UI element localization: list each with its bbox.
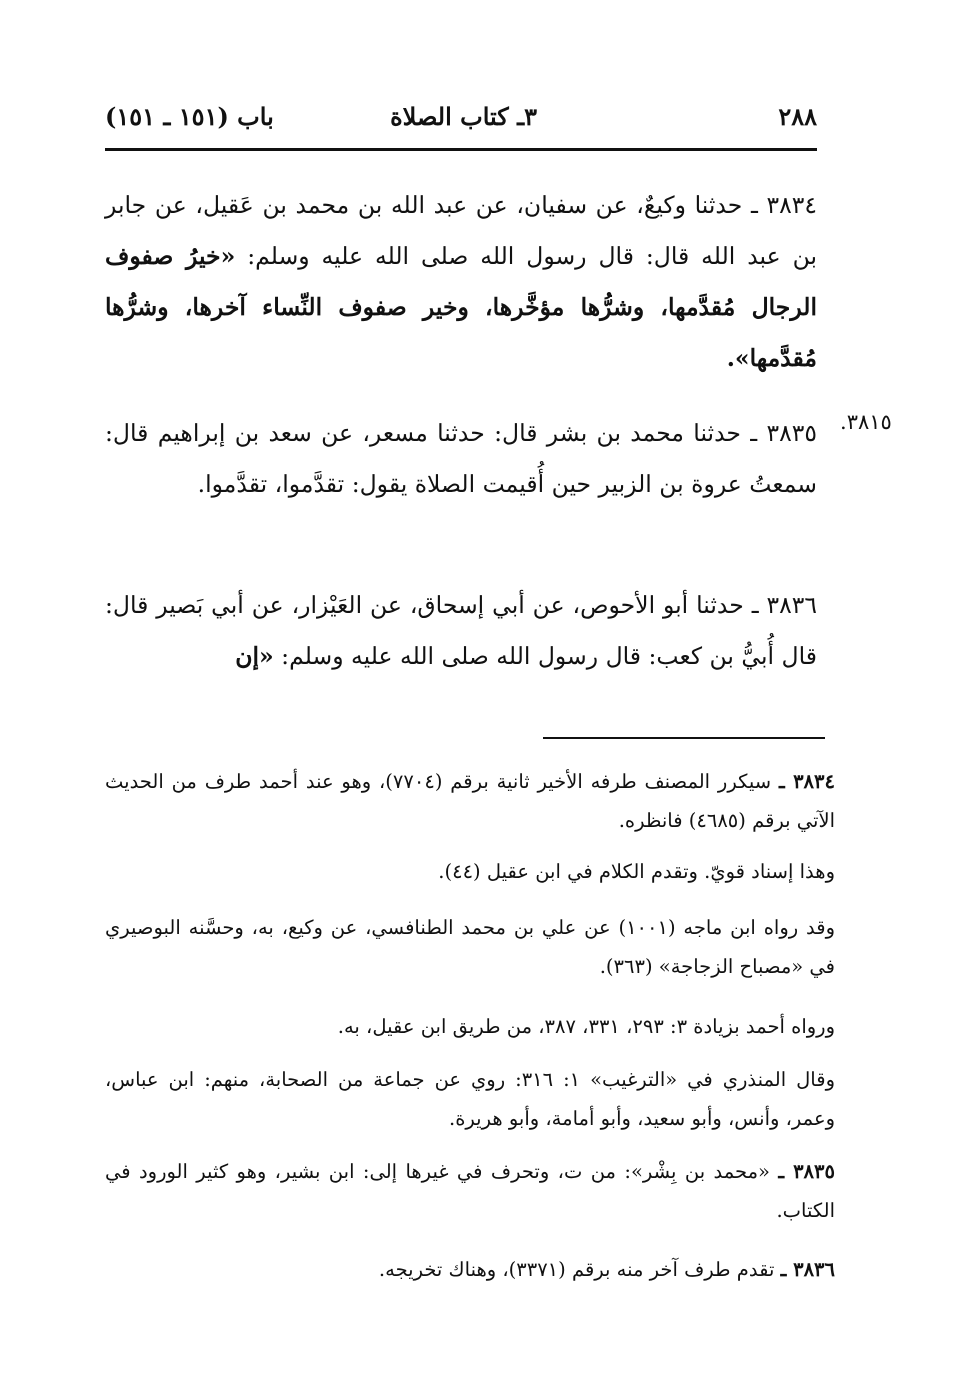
footnote xyxy=(105,1152,835,1230)
hadith-quote: «إن xyxy=(235,642,274,670)
header-divider xyxy=(105,148,817,151)
book-title: ٣ـ كتاب الصلاة xyxy=(390,102,537,131)
page-header xyxy=(105,100,817,144)
hadith-paragraph xyxy=(105,580,817,682)
hadith-quote: «خيرُ صفوف الرجال مُقدَّمها، وشرُّها مؤخَّرها، وخير صفوف النِّساء آخرها، وشرُّها مُقدَّمها». xyxy=(105,242,817,372)
hadith-number: ٣٨٣٤ ـ xyxy=(750,191,817,219)
hadith-number: ٣٨٣٥ ـ xyxy=(750,419,817,447)
hadith-number: ٣٨٣٦ ـ xyxy=(751,591,817,619)
hadith-text: حدثنا أبو الأحوص، عن أبي إسحاق، عن العَيْزار، عن أبي بَصير قال: قال أُبيُّ بن كعب: قال رسول الله صلى الله عليه وسلم: xyxy=(105,591,817,670)
footnote xyxy=(105,1007,835,1046)
footnote-text: وقال المنذري في «الترغيب» ١: ٣١٦: روي عن جماعة من الصحابة، منهم: ابن عباس، وعمر، وأنس، وأبو سعيد، وأبو أمامة، وأبو هريرة. xyxy=(105,1068,835,1130)
chapter-title: باب (١٥١ ـ ١٥١) xyxy=(105,102,274,131)
margin-dot: . xyxy=(840,410,847,434)
margin-reference-number xyxy=(826,410,896,434)
footnote xyxy=(105,1060,835,1138)
margin-number: ٣٨١٥ xyxy=(846,410,892,434)
footnote-text: تقدم طرف آخر منه برقم (٣٣٧١)، وهناك تخريجه. xyxy=(378,1258,775,1281)
footnote-number: ٣٨٣٦ ـ xyxy=(780,1258,835,1281)
footnote-number: ٣٨٣٥ ـ xyxy=(778,1160,835,1183)
hadith-paragraph xyxy=(105,408,817,510)
footnote-text: وقد رواه ابن ماجه (١٠٠١) عن علي بن محمد الطنافسي، عن وكيع، به، وحسَّنه البوصيري في «مصباح الزجاجة» (٣٦٣). xyxy=(105,916,835,978)
hadith-text: حدثنا وكيعٌ، عن سفيان، عن عبد الله بن محمد بن عَقيل، عن جابر بن عبد الله قال: قال رسول الله صلى الله عليه وسلم: xyxy=(105,191,818,270)
footnote-text: «محمد بن بِشْر»: من ت، وتحرف في غيرها إلى: ابن بشير، وهو كثير الورود في الكتاب. xyxy=(105,1160,835,1222)
footnote xyxy=(105,762,835,840)
page-number: ٢٨٨ xyxy=(778,102,817,131)
footnote-text: سيكرر المصنف طرفه الأخير ثانية برقم (٧٧٠٤)، وهو عند أحمد طرف من الحديث الآتي برقم (٤٦٨٥) فانظره. xyxy=(105,770,835,832)
footnote-divider xyxy=(543,737,825,739)
footnote xyxy=(105,908,835,986)
hadith-paragraph xyxy=(105,180,817,384)
footnote xyxy=(105,1250,835,1289)
footnote-number: ٣٨٣٤ ـ xyxy=(778,770,835,793)
hadith-text: حدثنا محمد بن بشر قال: حدثنا مسعر، عن سعد بن إبراهيم قال: سمعتُ عروة بن الزبير حين أُقيمت الصلاة يقول: تقدَّموا، تقدَّموا. xyxy=(105,419,817,498)
footnote-text: وهذا إسناد قويّ. وتقدم الكلام في ابن عقيل (٤٤). xyxy=(438,860,835,883)
footnote-text: ورواه أحمد بزيادة ٣: ٢٩٣، ٣٣١، ٣٨٧، من طريق ابن عقيل، به. xyxy=(337,1015,835,1038)
footnote xyxy=(105,852,835,891)
